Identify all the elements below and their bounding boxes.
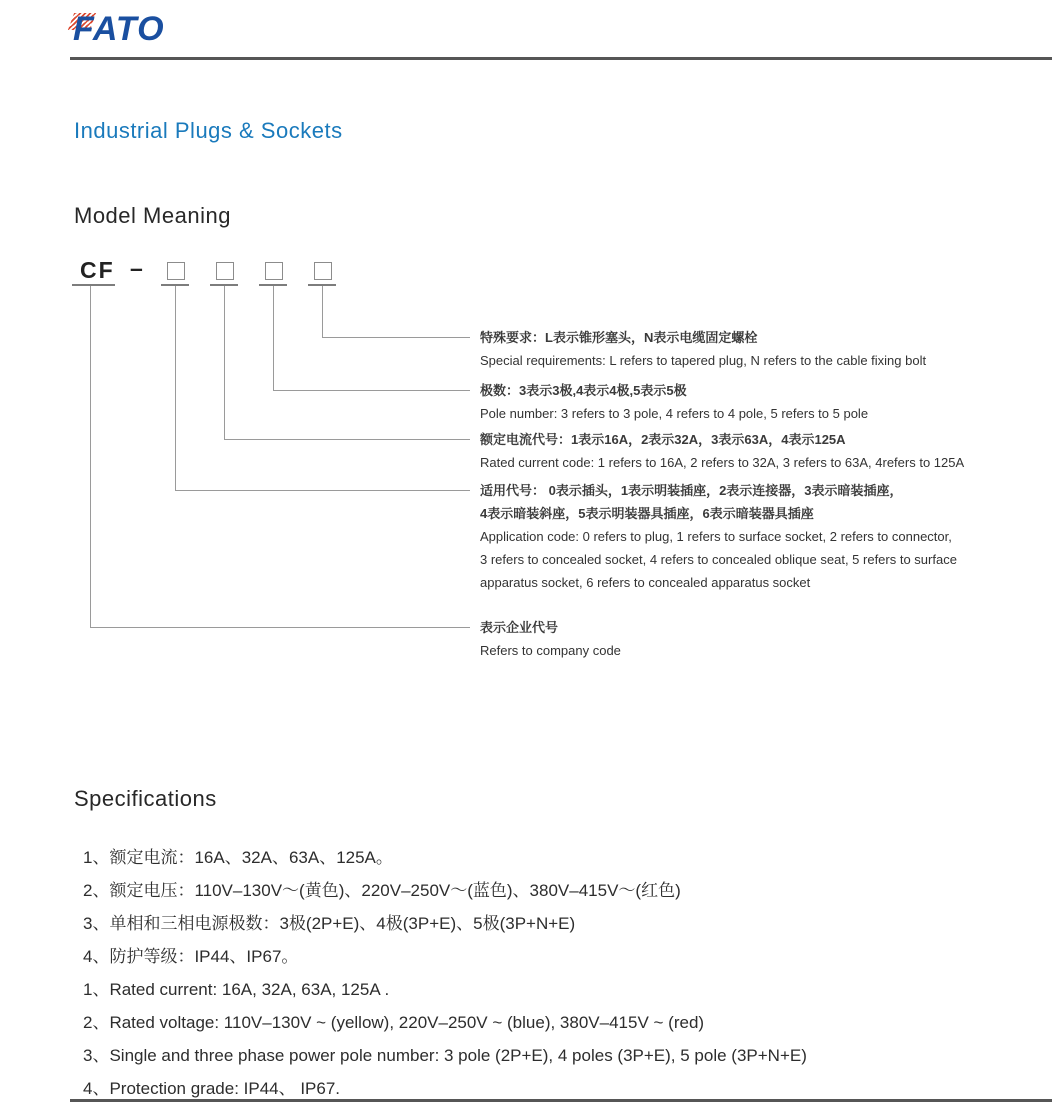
specifications-list	[83, 841, 1013, 1105]
annotation-line: 额定电流代号：1表示16A，2表示32A，3表示63A，4表示125A	[480, 432, 846, 447]
spec-line-en-4: 4、Protection grade: IP44、 IP67.	[83, 1079, 341, 1098]
annotation-line: Rated current code: 1 refers to 16A, 2 refers to 32A, 3 refers to 63A, 4refers to 125A	[480, 455, 965, 470]
annotation-line: 适用代号： 0表示插头，1表示明装插座，2表示连接器，3表示暗装插座，	[480, 483, 903, 498]
annotation-line: 特殊要求：L表示锥形塞头，N表示电缆固定螺栓	[480, 330, 758, 345]
leader-line-pole-number	[273, 390, 470, 391]
annotation-special-requirements	[480, 326, 990, 372]
model-code-box-1	[167, 262, 185, 280]
logo-text: FATO	[73, 10, 165, 48]
leader-line-company-code	[90, 286, 91, 627]
footer-rule	[70, 1099, 1052, 1102]
spec-line-cn-2: 2、额定电压：110V–130V～(黄色)、220V–250V～(蓝色)、380V–415V～(红色)	[83, 881, 681, 900]
spec-line-en-3: 3、Single and three phase power pole number: 3 pole (2P+E), 4 poles (3P+E), 5 pole (3P+N+E)	[83, 1046, 807, 1065]
specifications-heading: Specifications	[74, 786, 217, 811]
spec-line-cn-1: 1、额定电流：16A、32A、63A、125A。	[83, 848, 393, 867]
leader-line-special-requirements	[322, 337, 470, 338]
model-separator: –	[130, 255, 143, 281]
leader-line-rated-current-code	[224, 439, 470, 440]
model-prefix: CF	[80, 257, 115, 283]
model-meaning-heading: Model Meaning	[74, 203, 231, 228]
spec-line-en-2: 2、Rated voltage: 110V–130V ~ (yellow), 220V–250V ~ (blue), 380V–415V ~ (red)	[83, 1013, 705, 1032]
annotation-line: 4表示暗装斜座，5表示明装器具插座，6表示暗装器具插座	[480, 506, 814, 521]
model-code-box-3	[265, 262, 283, 280]
leader-line-application-code	[175, 490, 470, 491]
annotation-application-code	[480, 479, 990, 594]
leader-line-pole-number	[273, 286, 274, 390]
spec-line-en-1: 1、Rated current: 16A, 32A, 63A, 125A .	[83, 980, 390, 999]
annotation-line: Special requirements: L refers to tapered plug, N refers to the cable fixing bolt	[480, 353, 927, 368]
annotation-line: apparatus socket, 6 refers to concealed apparatus socket	[480, 575, 811, 590]
leader-line-rated-current-code	[224, 286, 225, 439]
annotation-line: 表示企业代号	[480, 620, 559, 635]
annotation-line: 极数：3表示3极,4表示4极,5表示5极	[480, 383, 687, 398]
logo-fato	[73, 8, 165, 50]
annotation-line: Refers to company code	[480, 643, 621, 658]
annotation-rated-current-code	[480, 428, 990, 474]
annotation-pole-number	[480, 379, 990, 425]
spec-line-cn-4: 4、防护等级：IP44、IP67。	[83, 947, 299, 966]
annotation-line: Pole number: 3 refers to 3 pole, 4 refers to 4 pole, 5 refers to 5 pole	[480, 406, 869, 421]
annotation-company-code	[480, 616, 990, 662]
annotation-line: 3 refers to concealed socket, 4 refers to concealed oblique seat, 5 refers to surface	[480, 552, 957, 567]
underline-prefix	[72, 284, 115, 286]
leader-line-company-code	[90, 627, 470, 628]
page-title: Industrial Plugs & Sockets	[74, 118, 343, 143]
model-code-box-2	[216, 262, 234, 280]
annotation-line: Application code: 0 refers to plug, 1 refers to surface socket, 2 refers to connector,	[480, 529, 952, 544]
spec-line-cn-3: 3、单相和三相电源极数：3极(2P+E)、4极(3P+E)、5极(3P+N+E)	[83, 914, 576, 933]
leader-line-application-code	[175, 286, 176, 490]
header-rule	[70, 57, 1052, 60]
leader-line-special-requirements	[322, 286, 323, 337]
model-code-box-4	[314, 262, 332, 280]
